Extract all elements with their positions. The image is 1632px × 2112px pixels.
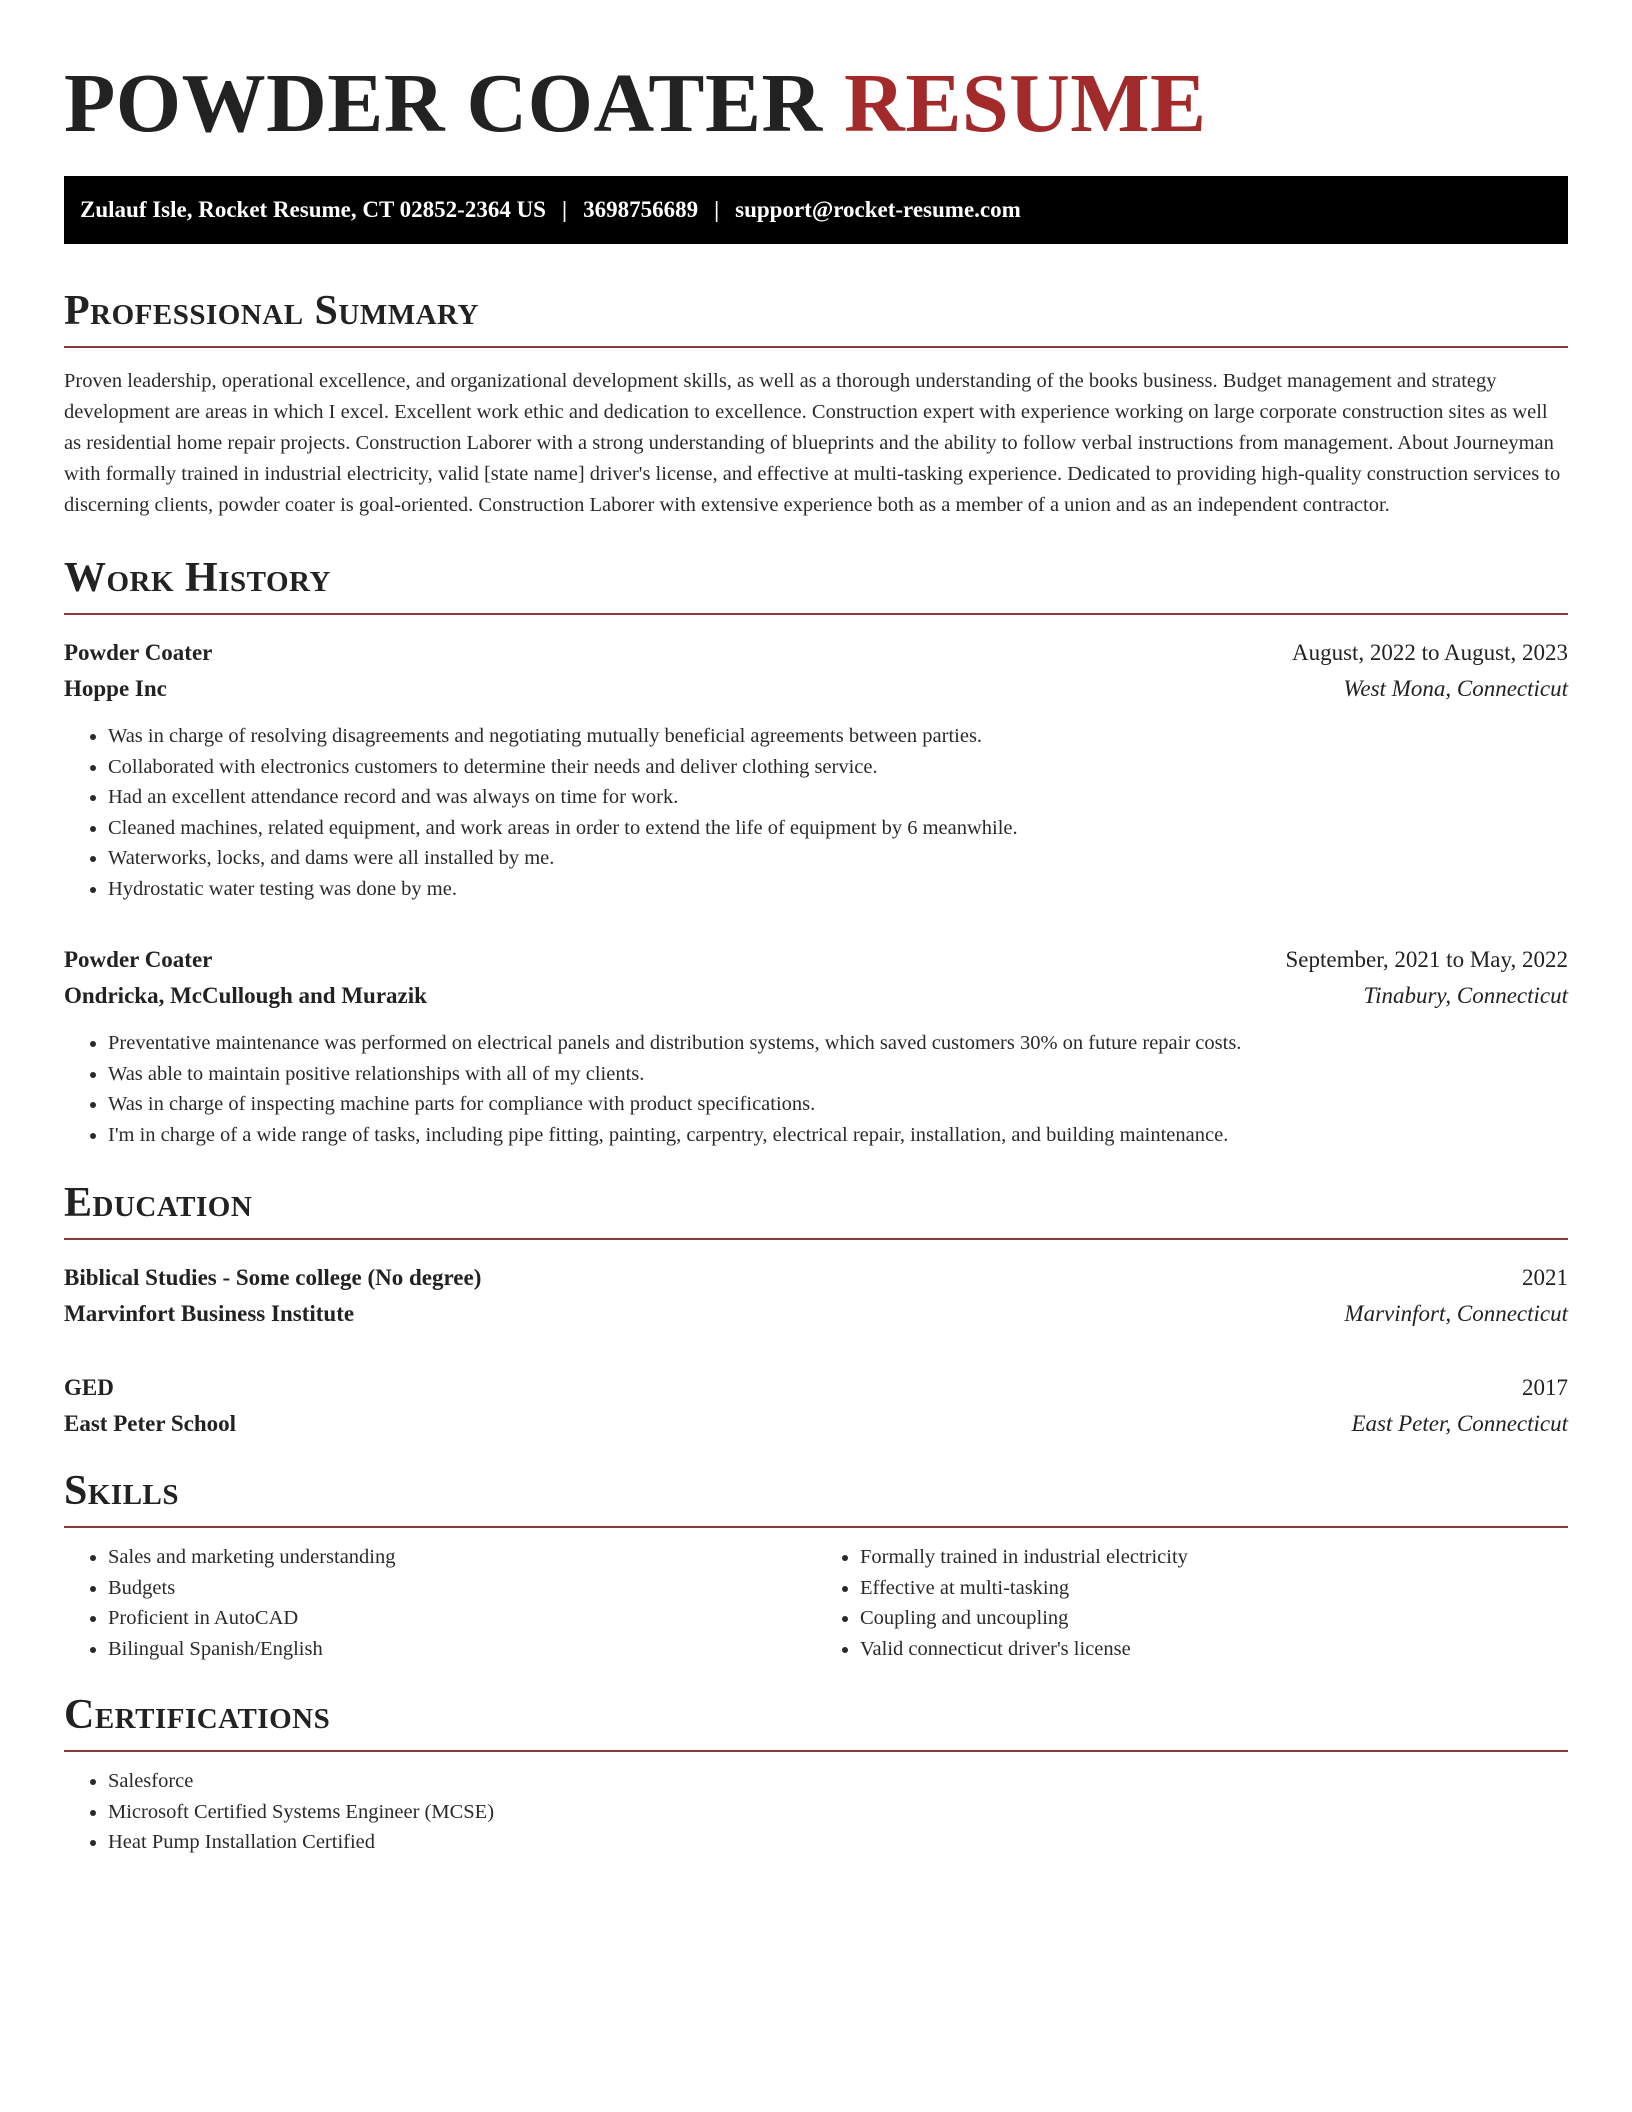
education-school: East Peter School [64,1411,237,1436]
resume-title-main: POWDER COATER [64,57,823,150]
list-item: • Formally trained in industrial electricity [860,1542,1568,1573]
job-entry [64,942,1568,1150]
contact-separator: | [714,197,720,222]
list-item: • Microsoft Certified Systems Engineer (MCSE) [108,1797,1568,1828]
certifications-heading: Certifications [64,1692,1568,1752]
job-company-row [64,671,1568,707]
skills-section [64,1468,1568,1664]
education-year: 2017 [1522,1375,1568,1400]
education-year: 2021 [1522,1265,1568,1290]
skills-right-column [816,1542,1568,1664]
skills-left-column [64,1542,816,1664]
work-history-heading: Work History [64,555,1568,615]
list-item: • Hydrostatic water testing was done by me. [108,874,1568,905]
list-item: • Was in charge of inspecting machine parts for compliance with product specifications. [108,1089,1568,1120]
certifications-list [64,1766,1568,1858]
contact-bar [64,176,1568,244]
contact-email: support@rocket-resume.com [735,197,1021,222]
job-location: West Mona, Connecticut [1343,676,1568,701]
education-heading: Education [64,1180,1568,1240]
contact-separator: | [561,197,568,222]
list-item: • Was able to maintain positive relationships with all of my clients. [108,1059,1568,1090]
list-item: • Heat Pump Installation Certified [108,1827,1568,1858]
list-item: • Budgets [108,1573,816,1604]
work-history-section [64,555,1568,1150]
list-item: • I'm in charge of a wide range of tasks, including pipe fitting, painting, carpentry, electrical repair, installation, and building maintenance. [108,1120,1568,1151]
list-item: • Effective at multi-tasking [860,1573,1568,1604]
job-title: Powder Coater [64,947,213,972]
skills-heading: Skills [64,1468,1568,1528]
skills-grid [64,1542,1568,1664]
contact-address: Zulauf Isle, Rocket Resume, CT 02852-2364 US [80,197,546,222]
education-location: East Peter, Connecticut [1351,1411,1568,1436]
education-school: Marvinfort Business Institute [64,1301,355,1326]
job-title: Powder Coater [64,640,213,665]
education-section [64,1180,1568,1442]
list-item: • Waterworks, locks, and dams were all installed by me. [108,843,1568,874]
list-item: • Had an excellent attendance record and was always on time for work. [108,782,1568,813]
summary-section [64,288,1568,521]
summary-heading: Professional Summary [64,288,1568,348]
list-item: • Proficient in AutoCAD [108,1603,816,1634]
job-dates: September, 2021 to May, 2022 [1285,947,1568,972]
summary-text: Proven leadership, operational excellence, and organizational development skills, as well as a thorough understanding of the books business. Budget management and strategy development are areas in which I excel. Excellent work ethic and dedication to excellence. Construction expert with experience working on large corporate construction sites as well as residential home repair projects. Construction Laborer with a strong understanding of blueprints and the ability to follow verbal instructions from management. About Journeyman with formally trained in industrial electricity, valid [state name] driver's license, and effective at multi-tasking experience. Dedicated to providing high-quality construction services to discerning clients, powder coater is goal-oriented. Construction Laborer with extensive experience both as a member of a union and as an independent contractor. [64,370,1561,516]
education-degree: GED [64,1375,114,1400]
job-company-row [64,978,1568,1014]
education-entry [64,1260,1568,1332]
job-location: Tinabury, Connecticut [1363,983,1568,1008]
education-school-row [64,1296,1568,1332]
list-item: • Valid connecticut driver's license [860,1634,1568,1665]
list-item: • Collaborated with electronics customers to determine their needs and deliver clothing service. [108,752,1568,783]
job-header-row [64,635,1568,671]
list-item: • Coupling and uncoupling [860,1603,1568,1634]
job-bullets [64,721,1568,904]
education-degree-row [64,1260,1568,1296]
contact-phone: 3698756689 [583,197,699,222]
job-header-row [64,942,1568,978]
certifications-section [64,1692,1568,1858]
job-bullets [64,1028,1568,1150]
list-item: • Salesforce [108,1766,1568,1797]
job-company: Ondricka, McCullough and Murazik [64,983,427,1008]
list-item: • Preventative maintenance was performed on electrical panels and distribution systems, which saved customers 30% on future repair costs. [108,1028,1568,1059]
resume-title-accent: RESUME [844,57,1207,150]
list-item: • Was in charge of resolving disagreements and negotiating mutually beneficial agreements between parties. [108,721,1568,752]
job-entry [64,635,1568,904]
list-item: • Sales and marketing understanding [108,1542,816,1573]
education-school-row [64,1406,1568,1442]
education-degree: Biblical Studies - Some college (No degree) [64,1265,482,1290]
list-item: • Bilingual Spanish/English [108,1634,816,1665]
education-degree-row [64,1370,1568,1406]
education-location: Marvinfort, Connecticut [1344,1301,1568,1326]
education-entry [64,1370,1568,1442]
resume-title [64,56,1568,152]
job-dates: August, 2022 to August, 2023 [1291,640,1568,665]
list-item: • Cleaned machines, related equipment, and work areas in order to extend the life of equipment by 6 meanwhile. [108,813,1568,844]
job-company: Hoppe Inc [64,676,167,701]
